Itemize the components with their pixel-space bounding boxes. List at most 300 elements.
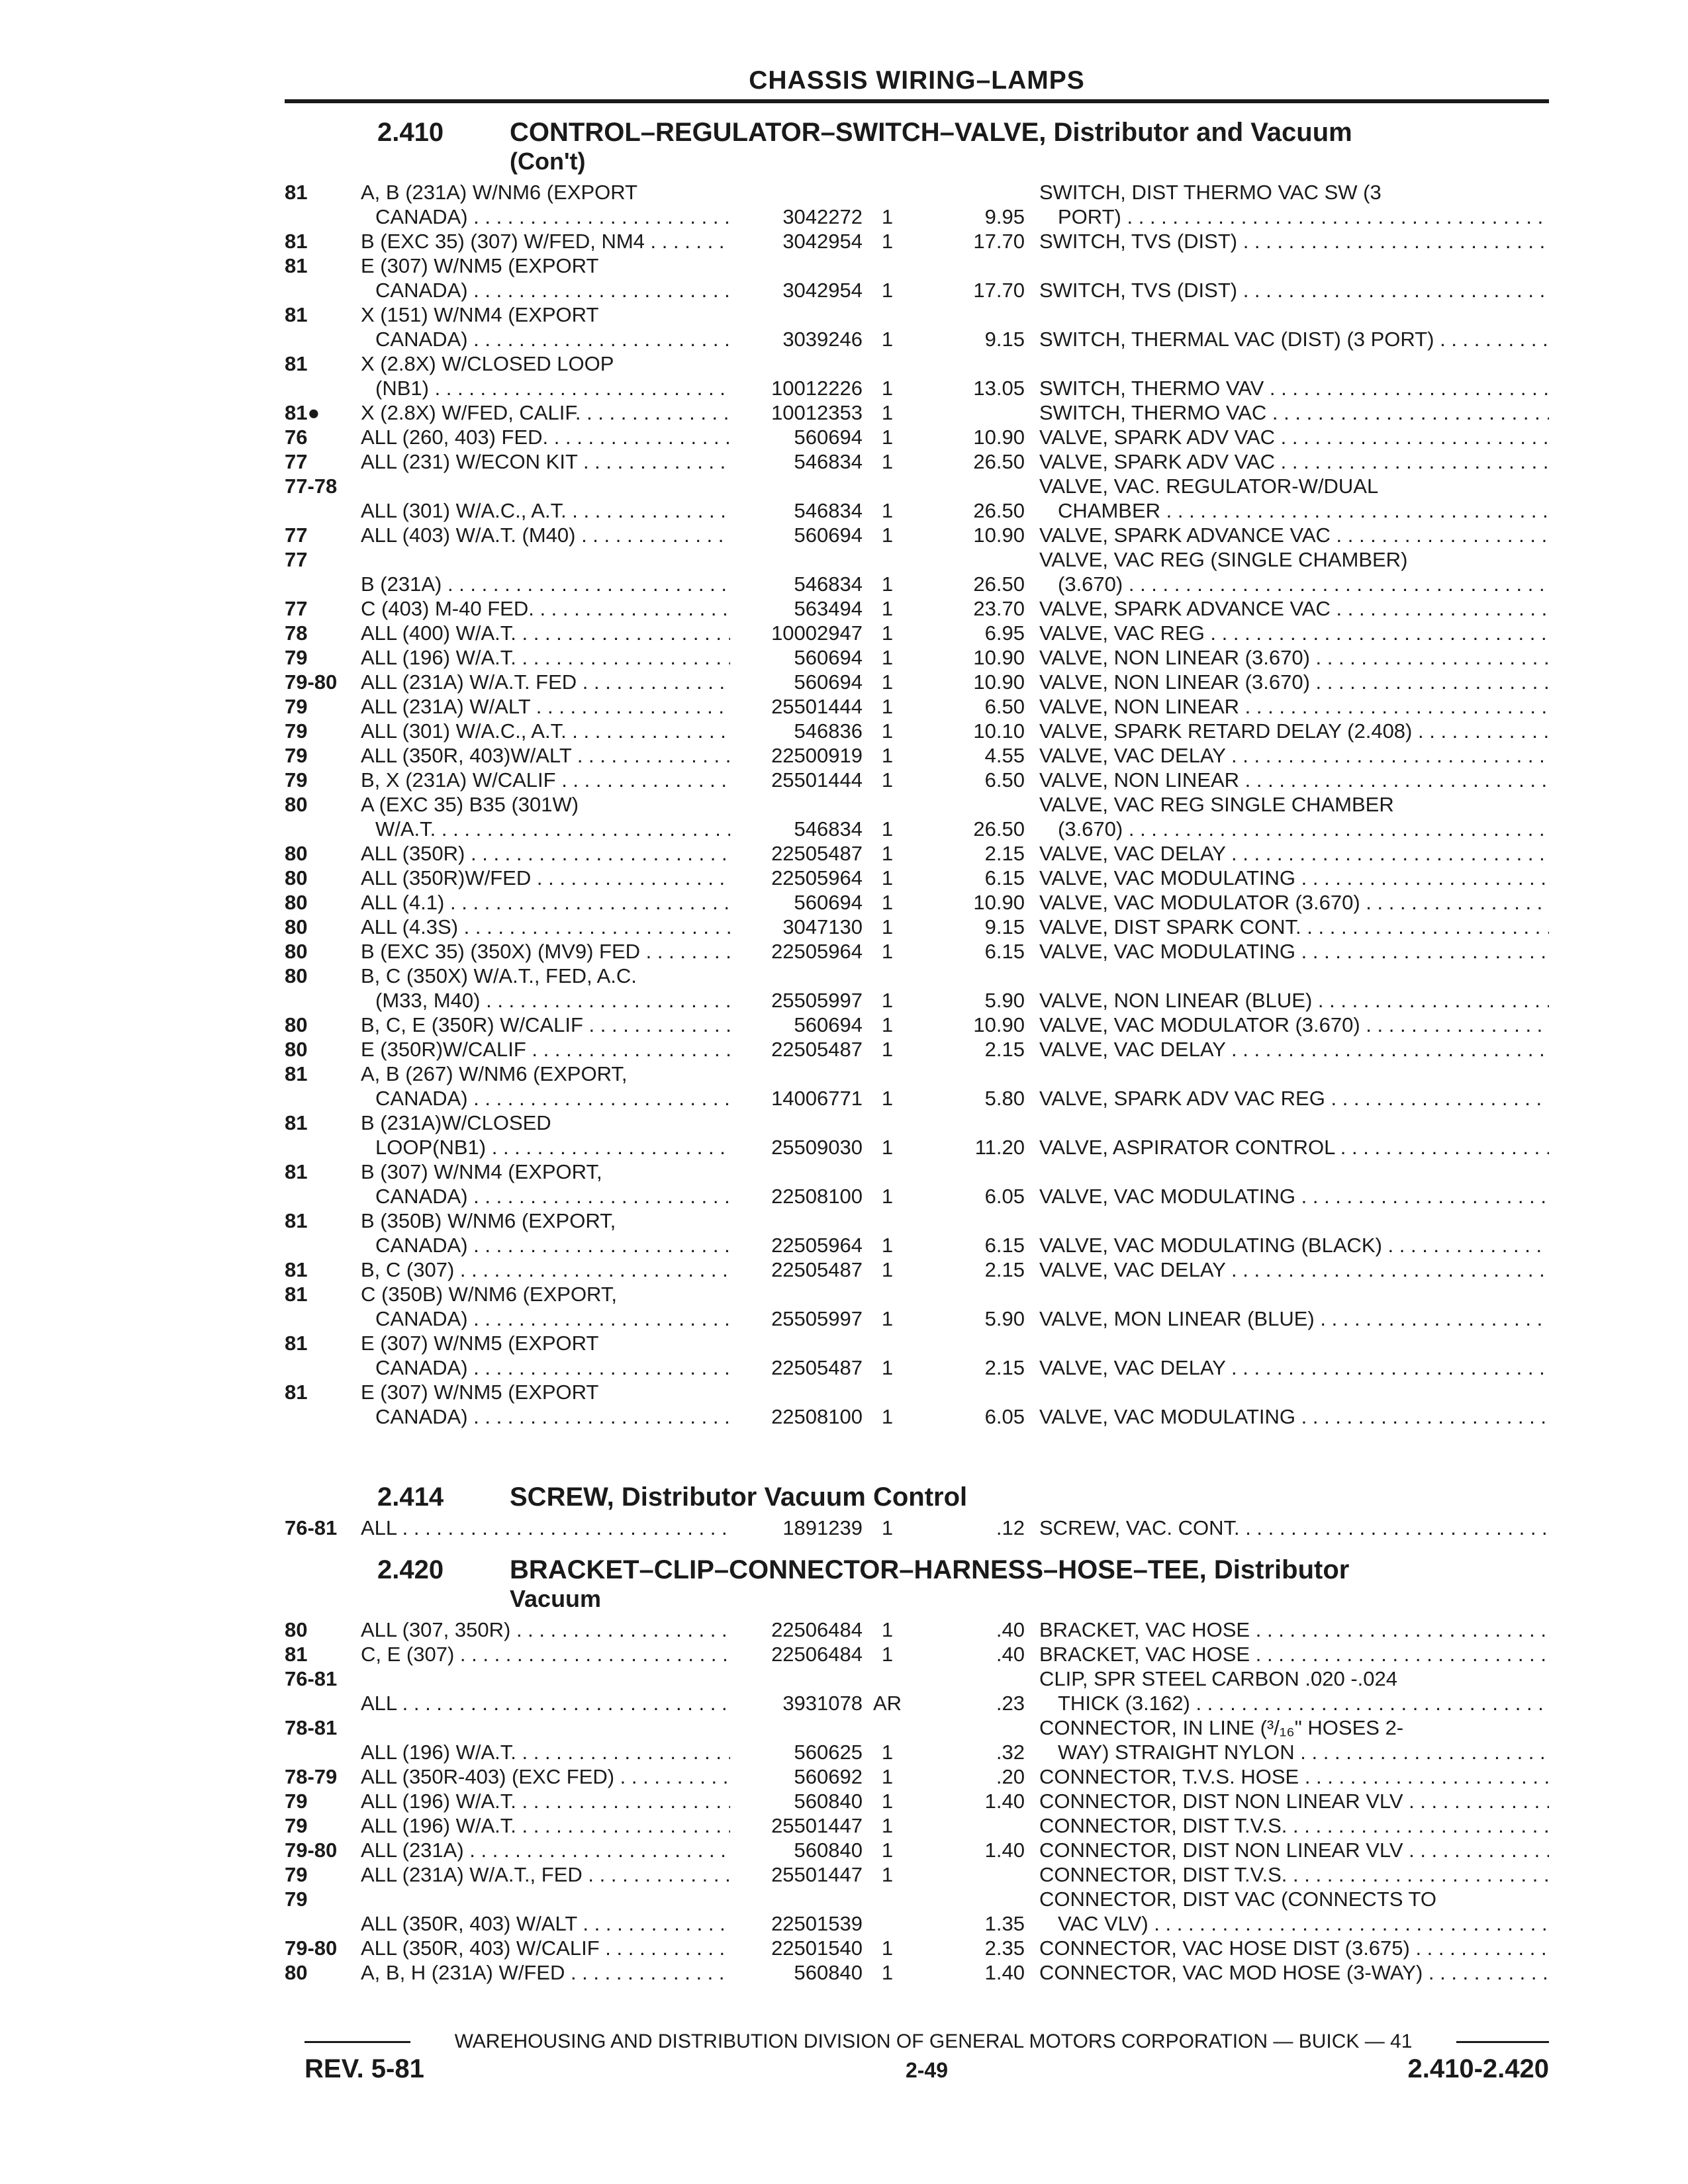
price: 13.05 (973, 377, 1025, 400)
application-line: ALL (4.3S) . . . (361, 915, 730, 939)
description-line: CONNECTOR, DIST VAC (CONNECTS TO (1039, 1888, 1436, 1911)
description-line: VALVE, SPARK ADV VAC . . . (1039, 449, 1549, 474)
table-row (285, 180, 1549, 229)
description (1039, 376, 1549, 400)
application (361, 302, 730, 351)
application-line: ALL (350R) . . . (361, 841, 730, 866)
table-row (285, 400, 1549, 425)
application (361, 1331, 730, 1380)
application (361, 1691, 730, 1715)
description (1039, 915, 1549, 939)
model-year: 80 (285, 915, 308, 938)
part-number: 25501444 (771, 695, 863, 718)
price: 10.90 (973, 891, 1025, 914)
description (1039, 425, 1549, 449)
application-line: ALL (4.1) . . . (361, 890, 730, 915)
model-year: 77 (285, 548, 308, 571)
model-year: 79 (285, 768, 308, 792)
description (1039, 1715, 1549, 1764)
description-line: THICK (3.162) . . . (1039, 1691, 1549, 1715)
description (1039, 1037, 1549, 1062)
application-line: ALL . . . (361, 1516, 730, 1540)
part-number: 22500919 (771, 744, 863, 767)
application (361, 572, 730, 596)
model-year: 80 (285, 842, 308, 865)
price: 2.15 (984, 1038, 1025, 1061)
section-number: 2.410 (377, 118, 444, 147)
model-year: 79 (285, 744, 308, 767)
table-row (285, 425, 1549, 449)
application-line: E (350R)W/CALIF . . . (361, 1037, 730, 1062)
table-row (285, 523, 1549, 547)
application-line: B (EXC 35) (307) W/FED, NM4 . . . (361, 229, 730, 253)
model-year: 76-81 (285, 1667, 338, 1690)
part-number: 22501540 (771, 1936, 863, 1960)
application-line: ALL (400) W/A.T. . . . (361, 621, 730, 645)
part-number: 25509030 (771, 1136, 863, 1159)
description (1039, 1184, 1549, 1208)
description-line: VALVE, VAC DELAY . . . (1039, 1355, 1549, 1380)
application-line: CANADA) . . . (361, 278, 730, 302)
table-row (285, 1037, 1549, 1062)
description (1039, 547, 1549, 596)
application-line: ALL (231A) W/A.T. FED . . . (361, 670, 730, 694)
price: .40 (996, 1643, 1025, 1666)
quantity: 1 (881, 1013, 894, 1036)
application-line: E (307) W/NM5 (EXPORT (361, 1381, 599, 1404)
application (361, 498, 730, 523)
quantity: 1 (881, 744, 894, 767)
model-year: 79 (285, 719, 308, 743)
table-row (285, 1862, 1549, 1887)
application (361, 449, 730, 474)
description-line: VALVE, VAC DELAY . . . (1039, 743, 1549, 768)
description (1039, 988, 1549, 1013)
model-year: 81 (285, 254, 308, 277)
model-year: 78 (285, 621, 308, 645)
part-number: 22508100 (771, 1405, 863, 1428)
section-number: 2.414 (377, 1482, 444, 1512)
price: 2.15 (984, 1356, 1025, 1379)
model-year: 81 (285, 1283, 308, 1306)
footer (305, 2054, 1549, 2087)
application (361, 915, 730, 939)
part-number: 546834 (794, 817, 863, 841)
application-line: C (403) M-40 FED. . . . (361, 596, 730, 621)
model-year: 79 (285, 1863, 308, 1886)
section-range: 2.410-2.420 (1407, 2054, 1549, 2083)
quantity: 1 (881, 940, 894, 963)
model-year: 81 (285, 230, 308, 253)
application-line: ALL (196) W/A.T. . . . (361, 1740, 730, 1764)
model-year: 79 (285, 1790, 308, 1813)
model-year: 81 (285, 1643, 308, 1666)
application-line: ALL (350R, 403)W/ALT . . . (361, 743, 730, 768)
quantity: 1 (881, 621, 894, 645)
application (361, 939, 730, 964)
price: .40 (996, 1618, 1025, 1641)
price: 2.15 (984, 1258, 1025, 1281)
application-line: CANADA) . . . (361, 1086, 730, 1111)
description-line: CLIP, SPR STEEL CARBON .020 -.024 (1039, 1667, 1398, 1690)
price: 5.90 (984, 1307, 1025, 1330)
part-number: 22506484 (771, 1618, 863, 1641)
description-line: VALVE, VAC MODULATING . . . (1039, 1404, 1549, 1429)
quantity: 1 (881, 1790, 894, 1813)
application (361, 523, 730, 547)
table-row (285, 351, 1549, 400)
part-number: 560694 (794, 426, 863, 449)
application-line: B (EXC 35) (350X) (MV9) FED . . . . (361, 939, 730, 964)
application-line: C (350B) W/NM6 (EXPORT, (361, 1283, 618, 1306)
description (1039, 474, 1549, 523)
application-line: B (350B) W/NM6 (EXPORT, (361, 1209, 616, 1232)
table-row (285, 1331, 1549, 1380)
footer-rule-right (1456, 2041, 1549, 2043)
model-year: 80 (285, 891, 308, 914)
price: 17.70 (973, 230, 1025, 253)
application-line: ALL (196) W/A.T. . . . (361, 1789, 730, 1813)
application-line: CANADA) . . . (361, 205, 730, 229)
table-row (285, 1789, 1549, 1813)
model-year: 81 (285, 1111, 308, 1134)
description (1039, 523, 1549, 547)
application-line: A, B, H (231A) W/FED . . . (361, 1960, 730, 1985)
model-year: 79 (285, 1888, 308, 1911)
price: 10.90 (973, 426, 1025, 449)
description (1039, 694, 1549, 719)
description (1039, 1936, 1549, 1960)
table-row (285, 621, 1549, 645)
quantity: 1 (881, 842, 894, 865)
application (361, 1257, 730, 1282)
application-line: A (EXC 35) B35 (301W) (361, 793, 579, 816)
page-title: CHASSIS WIRING–LAMPS (749, 66, 1085, 95)
table-row (285, 792, 1549, 841)
quantity: 1 (881, 597, 894, 620)
description-line: VALVE, VAC DELAY . . . (1039, 841, 1549, 866)
price: 10.90 (973, 670, 1025, 694)
quantity: 1 (881, 1814, 894, 1837)
application (361, 866, 730, 890)
table-row (285, 1617, 1549, 1642)
quantity: 1 (881, 1356, 894, 1379)
description-line: VALVE, VAC REG SINGLE CHAMBER (1039, 793, 1394, 816)
part-number: 22501539 (771, 1912, 863, 1935)
description-line: CONNECTOR, DIST T.V.S. . . . (1039, 1813, 1549, 1838)
application (361, 1037, 730, 1062)
section-title (377, 1555, 1549, 1614)
price: 2.35 (984, 1936, 1025, 1960)
model-year: 77-78 (285, 475, 338, 498)
price: 10.90 (973, 1013, 1025, 1036)
application-line: (NB1) . . . (361, 376, 730, 400)
description (1039, 621, 1549, 645)
quantity: 1 (881, 1136, 894, 1159)
application (361, 1282, 730, 1331)
quantity: 1 (881, 670, 894, 694)
price: 9.95 (984, 205, 1025, 228)
model-year: 76-81 (285, 1516, 338, 1539)
table-row (285, 1666, 1549, 1715)
table-row (285, 547, 1549, 596)
model-year: 80 (285, 940, 308, 963)
table-row (285, 768, 1549, 792)
part-number: 22505964 (771, 940, 863, 963)
section-2420 (285, 1555, 1549, 1985)
description (1039, 596, 1549, 621)
description-line: BRACKET, VAC HOSE . . . (1039, 1642, 1549, 1666)
application (361, 1642, 730, 1666)
application-line: A, B (267) W/NM6 (EXPORT, (361, 1062, 628, 1085)
price: .23 (996, 1692, 1025, 1715)
description (1039, 1666, 1549, 1715)
price: 26.50 (973, 450, 1025, 473)
application-line: B, X (231A) W/CALIF . . . (361, 768, 730, 792)
quantity: 1 (881, 1234, 894, 1257)
quantity: 1 (881, 572, 894, 596)
part-number: 25505997 (771, 989, 863, 1012)
description (1039, 1838, 1549, 1862)
description-line: VALVE, SPARK RETARD DELAY (2.408) . . . . . (1039, 719, 1549, 743)
table-row (285, 596, 1549, 621)
part-number: 14006771 (771, 1087, 863, 1110)
table-row (285, 1960, 1549, 1985)
table-row (285, 694, 1549, 719)
price: 26.50 (973, 499, 1025, 522)
description (1039, 400, 1549, 425)
price: 6.15 (984, 1234, 1025, 1257)
model-year: 77 (285, 523, 308, 547)
description-line: SWITCH, DIST THERMO VAC SW (3 (1039, 181, 1382, 204)
part-number: 546834 (794, 450, 863, 473)
description (1039, 890, 1549, 915)
model-year: 79 (285, 646, 308, 669)
application-line: E (307) W/NM5 (EXPORT (361, 1332, 599, 1355)
price: 6.05 (984, 1185, 1025, 1208)
description-line: WAY) STRAIGHT NYLON . . . (1039, 1740, 1549, 1764)
application-line: X (151) W/NM4 (EXPORT (361, 303, 599, 326)
table-row (285, 1516, 1549, 1540)
table-row (285, 1838, 1549, 1862)
application-line: ALL (260, 403) FED. . . . (361, 425, 730, 449)
quantity: 1 (881, 891, 894, 914)
description-line: VALVE, SPARK ADVANCE VAC . . . (1039, 596, 1549, 621)
model-year: 80 (285, 793, 308, 816)
part-number: 25501447 (771, 1814, 863, 1837)
description-line: CONNECTOR, VAC HOSE DIST (3.675) . . . . . . (1039, 1936, 1549, 1960)
part-number: 560692 (794, 1765, 863, 1788)
application-line: X (2.8X) W/CLOSED LOOP (361, 352, 614, 375)
model-year: 76 (285, 426, 308, 449)
page-number: 2-49 (905, 2058, 949, 2082)
table-row (285, 1062, 1549, 1111)
model-year: 80 (285, 866, 308, 889)
application (361, 768, 730, 792)
description-line: CONNECTOR, VAC MOD HOSE (3-WAY) . . . . . (1039, 1960, 1549, 1985)
application (361, 1111, 730, 1160)
quantity: 1 (881, 1863, 894, 1886)
quantity: 1 (881, 915, 894, 938)
description (1039, 670, 1549, 694)
price: 9.15 (984, 915, 1025, 938)
description (1039, 841, 1549, 866)
description (1039, 1764, 1549, 1789)
application (361, 694, 730, 719)
quantity: 1 (881, 768, 894, 792)
description-line: SWITCH, THERMAL VAC (DIST) (3 PORT) . . . . (1039, 327, 1549, 351)
application (361, 719, 730, 743)
quantity: AR (872, 1692, 902, 1715)
application (361, 1960, 730, 1985)
quantity: 1 (881, 1618, 894, 1641)
description-line: VALVE, VAC DELAY . . . (1039, 1257, 1549, 1282)
model-year: 81 (285, 303, 308, 326)
quantity: 1 (881, 1185, 894, 1208)
description (1039, 743, 1549, 768)
section-number: 2.420 (377, 1555, 444, 1584)
description (1039, 768, 1549, 792)
description (1039, 1355, 1549, 1380)
revision-label: REV. 5-81 (305, 2054, 424, 2083)
price: 5.90 (984, 989, 1025, 1012)
description-line: VALVE, VAC. REGULATOR-W/DUAL (1039, 475, 1379, 498)
model-year: 81 (285, 1209, 308, 1232)
application (361, 890, 730, 915)
price: 6.95 (984, 621, 1025, 645)
description-line: CONNECTOR, DIST T.V.S. . . . (1039, 1862, 1549, 1887)
application (361, 180, 730, 229)
table-row (285, 474, 1549, 523)
quantity: 1 (881, 1765, 894, 1788)
model-year: 81 (285, 1062, 308, 1085)
description-line: CONNECTOR, T.V.S. HOSE . . . (1039, 1764, 1549, 1789)
part-number: 25505997 (771, 1307, 863, 1330)
application-line: E (307) W/NM5 (EXPORT (361, 254, 599, 277)
quantity: 1 (881, 1839, 894, 1862)
application (361, 596, 730, 621)
table-row (285, 1642, 1549, 1666)
application-line: ALL (403) W/A.T. (M40) . . . (361, 523, 730, 547)
description-line: VALVE, VAC REG . . . (1039, 621, 1549, 645)
part-number: 22505487 (771, 1038, 863, 1061)
application-line: ALL (301) W/A.C., A.T. . . . (361, 498, 730, 523)
section-title (377, 1482, 1549, 1512)
description-line: VALVE, VAC REG (SINGLE CHAMBER) (1039, 548, 1408, 571)
price: 1.40 (984, 1961, 1025, 1984)
description-line: BRACKET, VAC HOSE . . . (1039, 1617, 1549, 1642)
description (1039, 1862, 1549, 1887)
quantity: 1 (881, 1087, 894, 1110)
description (1039, 1887, 1549, 1936)
table-row (285, 719, 1549, 743)
part-number: 560694 (794, 891, 863, 914)
part-number: 560840 (794, 1839, 863, 1862)
application-line: ALL (307, 350R) . . . (361, 1617, 730, 1642)
quantity: 1 (881, 1258, 894, 1281)
table-row (285, 915, 1549, 939)
quantity: 1 (881, 328, 894, 351)
model-year: 81 (285, 181, 308, 204)
part-number: 10012226 (771, 377, 863, 400)
price: 1.40 (984, 1790, 1025, 1813)
quantity: 1 (881, 230, 894, 253)
application-line: B (231A) . . . (361, 572, 730, 596)
part-number: 10012353 (771, 401, 863, 424)
table-row (285, 1208, 1549, 1257)
footer-rule-left (305, 2041, 410, 2043)
price: 10.90 (973, 523, 1025, 547)
application-line: ALL . . . (361, 1691, 730, 1715)
description (1039, 1013, 1549, 1037)
description-line: SWITCH, THERMO VAC . . . (1039, 400, 1549, 425)
description (1039, 1404, 1549, 1429)
model-year: 81 (285, 1332, 308, 1355)
description-line: VALVE, MON LINEAR (BLUE) . . . (1039, 1306, 1549, 1331)
application (361, 841, 730, 866)
application-line: CANADA) . . . (361, 1306, 730, 1331)
section-2410 (285, 118, 1549, 1429)
quantity: 1 (881, 499, 894, 522)
application (361, 1764, 730, 1789)
part-number: 3042954 (782, 230, 863, 253)
part-number: 560840 (794, 1790, 863, 1813)
table-row (285, 229, 1549, 253)
quantity: 1 (881, 1516, 894, 1539)
description-line: VALVE, SPARK ADV VAC . . . (1039, 425, 1549, 449)
model-year: 80 (285, 1961, 308, 1984)
application (361, 743, 730, 768)
price: 5.80 (984, 1087, 1025, 1110)
table-row (285, 890, 1549, 915)
application (361, 1862, 730, 1887)
application (361, 400, 730, 425)
description (1039, 1642, 1549, 1666)
table-row (285, 964, 1549, 1013)
application (361, 621, 730, 645)
table-row (285, 1257, 1549, 1282)
model-year: 79-80 (285, 1839, 338, 1862)
application-line: CANADA) . . . (361, 327, 730, 351)
application (361, 1838, 730, 1862)
price: .20 (996, 1765, 1025, 1788)
section-2414 (285, 1482, 1549, 1540)
table-row (285, 670, 1549, 694)
description (1039, 1257, 1549, 1282)
price: 9.15 (984, 328, 1025, 351)
price: 4.55 (984, 744, 1025, 767)
application (361, 670, 730, 694)
model-year: 79-80 (285, 1936, 338, 1960)
price: 6.50 (984, 695, 1025, 718)
application-line: B (307) W/NM4 (EXPORT, (361, 1160, 602, 1183)
application-line: ALL (350R-403) (EXC FED) . . . (361, 1764, 730, 1789)
description (1039, 1617, 1549, 1642)
part-number: 22505487 (771, 842, 863, 865)
quantity: 1 (881, 401, 894, 424)
part-number: 546836 (794, 719, 863, 743)
part-number: 22505964 (771, 866, 863, 889)
price: 6.50 (984, 768, 1025, 792)
table-row (285, 743, 1549, 768)
part-number: 22508100 (771, 1185, 863, 1208)
description-line: VALVE, NON LINEAR (3.670) . . . (1039, 670, 1549, 694)
description (1039, 449, 1549, 474)
description (1039, 939, 1549, 964)
model-year: 80 (285, 1013, 308, 1036)
application-line: CANADA) . . . (361, 1404, 730, 1429)
part-number: 3039246 (782, 328, 863, 351)
